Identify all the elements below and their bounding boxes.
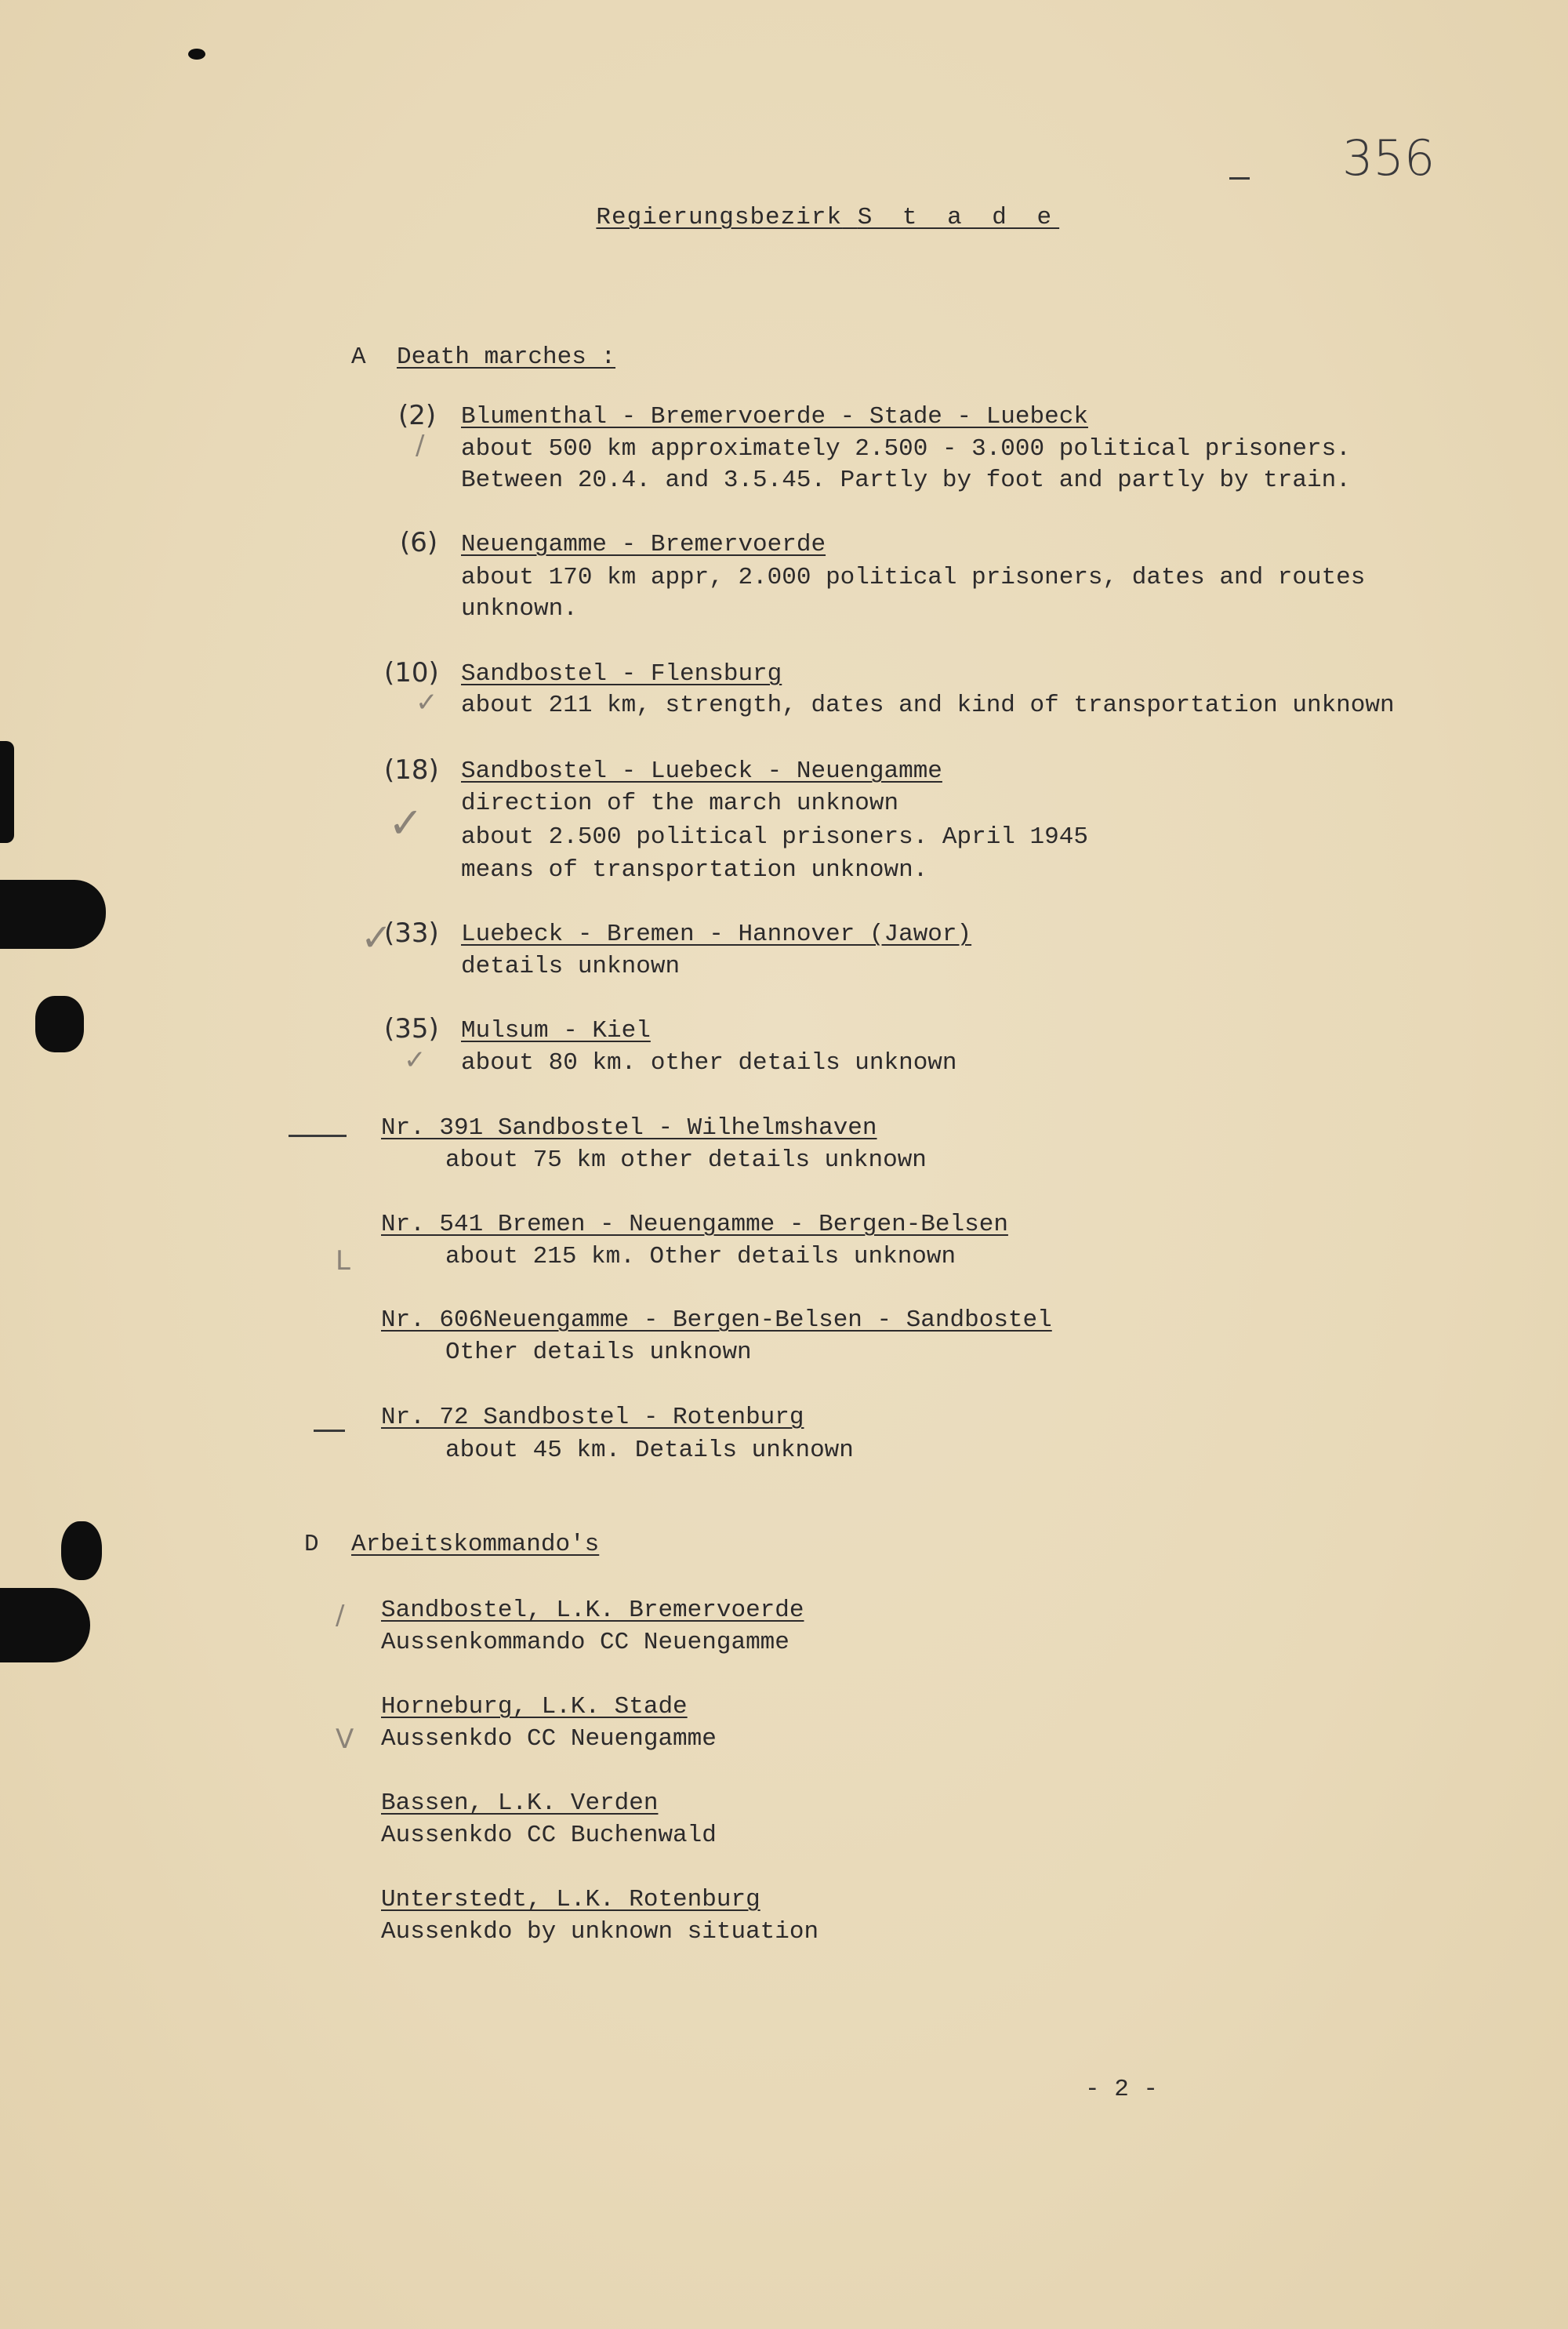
footer-page-marker: - 2 - bbox=[1085, 2076, 1159, 2103]
header-dash bbox=[1229, 177, 1250, 180]
entry-detail: about 45 km. Details unknown bbox=[445, 1437, 854, 1464]
camp-detail: Aussenkdo by unknown situation bbox=[381, 1918, 819, 1946]
route-title: Sandbostel - Flensburg bbox=[461, 660, 782, 688]
binding-blot bbox=[0, 880, 106, 949]
title-region: S t a d e bbox=[857, 204, 1060, 231]
entry-detail: about 80 km. other details unknown bbox=[461, 1049, 957, 1077]
camp-detail: Aussenkommando CC Neuengamme bbox=[381, 1629, 789, 1656]
route-title: Luebeck - Bremen - Hannover (Jawor) bbox=[461, 921, 972, 948]
route-title: Blumenthal - Bremervoerde - Stade - Luebeck bbox=[461, 403, 1088, 431]
route-title: Mulsum - Kiel bbox=[461, 1017, 651, 1045]
entry-number: (10) bbox=[384, 657, 439, 689]
entry-detail: details unknown bbox=[461, 953, 681, 980]
route-title: Nr. 606Neuengamme - Bergen-Belsen - Sandbostel bbox=[381, 1306, 1052, 1334]
entry-detail: about 500 km approximately 2.500 - 3.000 political prisoners. bbox=[461, 435, 1351, 463]
binding-blot bbox=[61, 1521, 102, 1580]
camp-location: Bassen, L.K. Verden bbox=[381, 1789, 659, 1817]
title-text: Regierungsbezirk bbox=[596, 204, 843, 231]
check-mark-icon: ✓ bbox=[388, 798, 424, 848]
check-mark-icon: V bbox=[336, 1724, 354, 1755]
camp-detail: Aussenkdo CC Buchenwald bbox=[381, 1822, 717, 1849]
camp-location: Unterstedt, L.K. Rotenburg bbox=[381, 1886, 760, 1913]
check-mark-icon: ✓ bbox=[416, 687, 438, 718]
entry-detail: about 211 km, strength, dates and kind of transportation unknown bbox=[461, 692, 1395, 719]
section-a-label: A bbox=[351, 343, 366, 371]
camp-location: Horneburg, L.K. Stade bbox=[381, 1693, 688, 1720]
section-d-label: D bbox=[304, 1531, 319, 1558]
binding-blot bbox=[35, 996, 84, 1052]
section-d-heading: Arbeitskommando's bbox=[351, 1531, 600, 1558]
camp-location: Sandbostel, L.K. Bremervoerde bbox=[381, 1597, 804, 1624]
entry-number: (33) bbox=[384, 917, 439, 949]
route-title: Nr. 541 Bremen - Neuengamme - Bergen-Belsen bbox=[381, 1211, 1008, 1238]
entry-number: (18) bbox=[384, 754, 439, 786]
margin-dash bbox=[314, 1430, 345, 1432]
check-mark-icon: ✓ bbox=[404, 1045, 426, 1076]
binding-blot bbox=[0, 741, 14, 843]
entry-detail: about 2.500 political prisoners. April 1945 bbox=[461, 823, 1088, 851]
entry-number: (35) bbox=[384, 1013, 439, 1045]
route-title: Nr. 391 Sandbostel - Wilhelmshaven bbox=[381, 1114, 877, 1142]
margin-dash bbox=[289, 1135, 347, 1137]
entry-detail: about 215 km. Other details unknown bbox=[445, 1243, 956, 1270]
entry-detail: unknown. bbox=[461, 595, 578, 623]
page-number: 356 bbox=[1342, 129, 1436, 187]
speck bbox=[188, 49, 205, 60]
document-title bbox=[535, 176, 1059, 259]
camp-detail: Aussenkdo CC Neuengamme bbox=[381, 1725, 717, 1753]
check-mark-icon: / bbox=[336, 1600, 345, 1631]
binding-blot bbox=[0, 1588, 90, 1662]
entry-detail: about 170 km appr, 2.000 political prisoners, dates and routes bbox=[461, 564, 1366, 591]
entry-detail: about 75 km other details unknown bbox=[445, 1146, 927, 1174]
entry-number: (6) bbox=[400, 527, 438, 558]
section-a-heading: Death marches : bbox=[397, 343, 616, 371]
route-title: Sandbostel - Luebeck - Neuengamme bbox=[461, 758, 942, 785]
entry-detail: Between 20.4. and 3.5.45. Partly by foot and partly by train. bbox=[461, 467, 1351, 494]
entry-detail: Other details unknown bbox=[445, 1339, 752, 1366]
route-title: Neuengamme - Bremervoerde bbox=[461, 531, 826, 558]
entry-number: (2) bbox=[398, 400, 437, 431]
entry-detail: means of transportation unknown. bbox=[461, 856, 928, 884]
entry-detail: direction of the march unknown bbox=[461, 790, 899, 817]
check-mark-icon: ✓ bbox=[361, 916, 393, 960]
route-title: Nr. 72 Sandbostel - Rotenburg bbox=[381, 1404, 804, 1431]
check-mark-icon: / bbox=[416, 430, 425, 461]
check-mark-icon: L bbox=[336, 1245, 350, 1277]
